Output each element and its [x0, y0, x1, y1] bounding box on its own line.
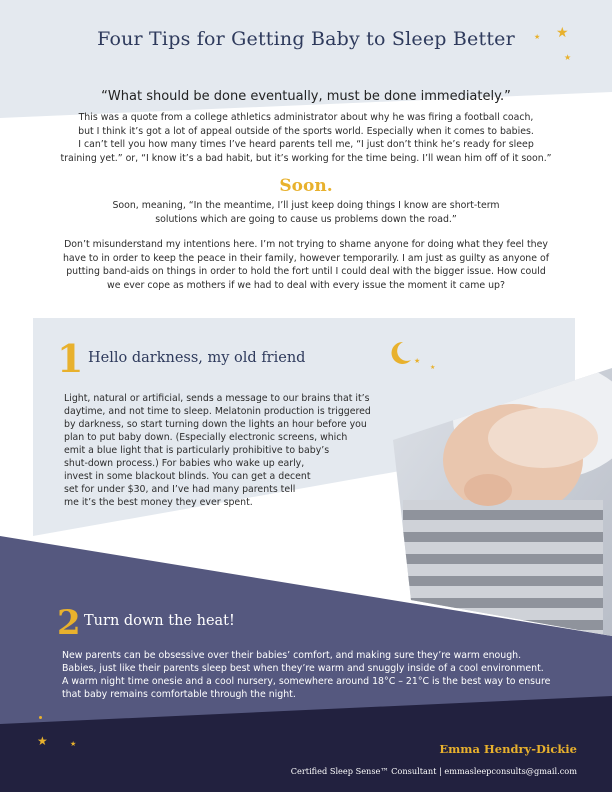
tip-line: A warm night time onesie and a cool nursery, somewhere around 18°C – 21°C is the best way to ensure — [62, 676, 551, 687]
tip-line: shut-down process.) For babies who wake up early, — [64, 458, 305, 469]
tip-line: daytime, and not time to sleep. Melatonin production is triggered — [64, 406, 371, 417]
soon-heading: Soon. — [279, 176, 333, 196]
moon-icon — [389, 340, 413, 366]
author-name: Emma Hendry-Dickie — [439, 742, 577, 756]
tip-line: invest in some blackout blinds. You can get a decent — [64, 471, 311, 482]
tip-line: Babies, just like their parents sleep best when they’re warm and snuggly inside of a cool environment. — [62, 663, 544, 674]
star-icon: ★ — [534, 33, 541, 41]
star-icon: ★ — [70, 740, 77, 748]
star-icon: ★ — [430, 364, 436, 371]
tip-number: 1 — [57, 336, 84, 381]
soon-paragraph — [0, 199, 612, 226]
body-paragraph — [0, 238, 612, 292]
page-title: Four Tips for Getting Baby to Sleep Better — [97, 28, 515, 50]
intro-line: but I think it’s got a lot of appeal outside of the sports world. Especially when it comes to babies. — [78, 125, 534, 137]
tip-body — [64, 392, 394, 509]
star-dot — [39, 716, 42, 719]
tip-line: Light, natural or artificial, sends a message to our brains that it’s — [64, 393, 370, 404]
tip-line: me it’s the best money they ever spent. — [64, 497, 253, 508]
tip-line: plan to put baby down. (Especially electronic screens, which — [64, 432, 348, 443]
quote: “What should be done eventually, must be done immediately.” — [101, 89, 511, 104]
star-icon: ★ — [37, 734, 48, 748]
star-icon: ★ — [556, 25, 569, 41]
tip-heading: Turn down the heat! — [84, 613, 235, 629]
soon-line: solutions which are going to cause us problems down the road.” — [155, 213, 457, 225]
tip-line: set for under $30, and I’ve had many parents tell — [64, 484, 296, 495]
star-icon: ★ — [414, 357, 421, 365]
tip-line: that baby remains comfortable through the night. — [62, 689, 296, 700]
intro-paragraph — [0, 111, 612, 165]
tip-number: 2 — [57, 603, 81, 643]
intro-line: training yet.” or, “I know it’s a bad habit, but it’s working for the time being. I’ll wean him off of it soon.” — [60, 152, 552, 164]
intro-line: This was a quote from a college athletics administrator about why he was firing a football coach, — [78, 112, 534, 123]
contact-line: Certified Sleep Sense™ Consultant | emmasleepconsults@gmail.com — [290, 766, 577, 776]
sleeping-baby-photo — [393, 320, 612, 636]
tip-heading: Hello darkness, my old friend — [88, 350, 306, 366]
tip-line: New parents can be obsessive over their babies’ comfort, and making sure they’re warm enough. — [62, 650, 522, 661]
body-line: putting band-aids on things in order to hold the fort until I could deal with the bigger issue. How could — [66, 266, 546, 277]
body-line: have to in order to keep the peace in their family, however temporarily. I am just as guilty as anyone of — [62, 252, 550, 264]
intro-line: I can’t tell you how many times I’ve heard parents tell me, “I just don’t think he’s ready for sleep — [78, 139, 534, 150]
striped-onesie — [403, 500, 603, 636]
tip-body — [62, 649, 582, 701]
soon-line: Soon, meaning, “In the meantime, I’ll just keep doing things I know are short-term — [112, 200, 500, 211]
tip-line: by darkness, so start turning down the lights an hour before you — [64, 419, 367, 430]
tip-line: emit a blue light that is particularly prohibitive to baby’s — [64, 445, 330, 456]
body-line: we ever cope as mothers if we had to deal with every issue the moment it came up? — [107, 279, 505, 291]
body-line: Don’t misunderstand my intentions here. I’m not trying to shame anyone for doing what they feel they — [64, 239, 548, 250]
star-icon: ★ — [564, 53, 572, 62]
